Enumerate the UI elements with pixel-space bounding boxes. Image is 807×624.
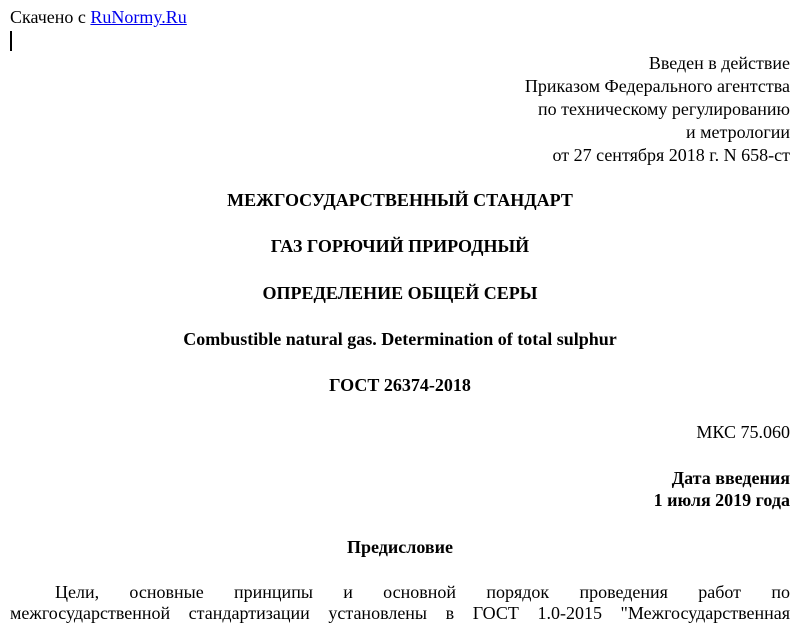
mks-code: МКС 75.060 [696, 422, 790, 442]
foreword-paragraph-line-2: межгосударственной стандартизации установлены в ГОСТ 1.0-2015 "Межгосударственная [10, 603, 790, 623]
approval-line: от 27 сентября 2018 г. N 658-ст [552, 145, 790, 165]
intro-date-label: Дата введения [671, 468, 790, 488]
approval-line: Введен в действие [648, 53, 790, 73]
approval-line: по техническому регулированию [537, 99, 790, 119]
source-link[interactable]: RuNormy.Ru [90, 7, 187, 27]
approval-line: Приказом Федерального агентства [524, 76, 790, 96]
source-prefix: Скачено с [10, 7, 91, 27]
standard-designation: ГОСТ 26374-2018 [329, 375, 471, 395]
approval-line: и метрологии [686, 122, 790, 142]
title-line-2: ОПРЕДЕЛЕНИЕ ОБЩЕЙ СЕРЫ [262, 283, 538, 303]
standard-type: МЕЖГОСУДАРСТВЕННЫЙ СТАНДАРТ [227, 190, 573, 210]
foreword-paragraph-line-1: Цели, основные принципы и основной порядок проведения работ по [55, 582, 790, 602]
text-cursor [10, 31, 12, 51]
english-title: Combustible natural gas. Determination of total sulphur [183, 329, 617, 349]
title-line-1: ГАЗ ГОРЮЧИЙ ПРИРОДНЫЙ [270, 236, 530, 256]
foreword-title: Предисловие [347, 537, 453, 557]
approval-block [525, 52, 790, 167]
source-line [10, 6, 187, 28]
intro-date-value: 1 июля 2019 года [653, 490, 790, 510]
